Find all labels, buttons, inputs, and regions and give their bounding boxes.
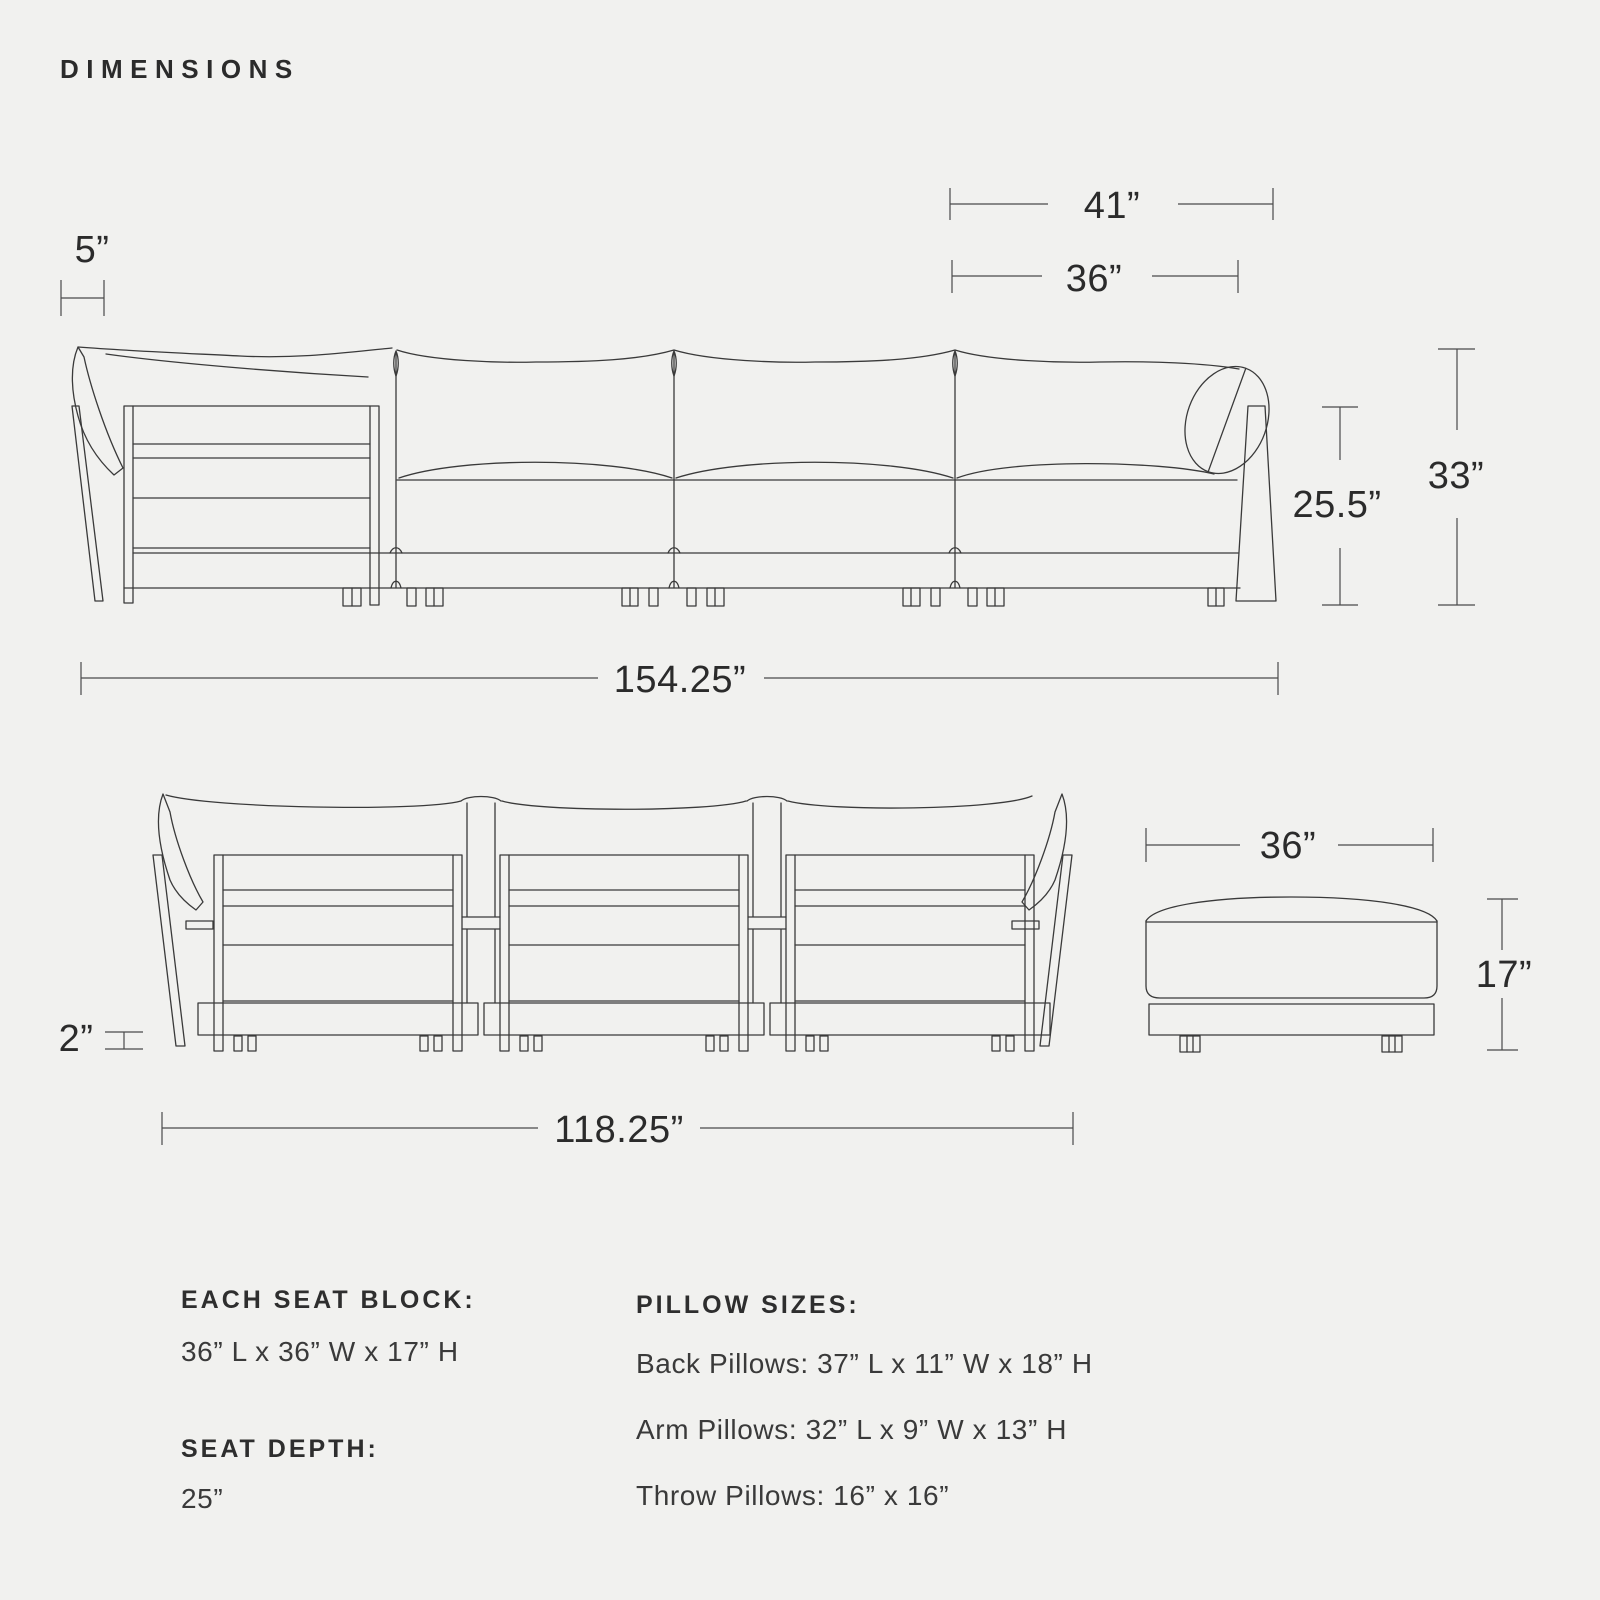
back-right-arm	[1040, 855, 1072, 1046]
dim-leg-height-line	[105, 1032, 143, 1049]
front-corner-cushion-top	[78, 347, 392, 357]
dim-ottoman-width-label: 36”	[1259, 825, 1317, 867]
seat-block-heading: EACH SEAT BLOCK:	[181, 1286, 476, 1314]
front-back-cushion-waves	[397, 350, 1239, 369]
ottoman-body	[1146, 921, 1437, 998]
front-right-arm	[1236, 406, 1276, 601]
sofa-back-view-drawing	[153, 794, 1072, 1051]
ottoman-top-dome	[1146, 897, 1437, 921]
front-corner-post-left	[124, 406, 133, 603]
back-cushion-waves	[166, 795, 1032, 809]
dim-module-with-arm-label: 41”	[1083, 185, 1141, 227]
back-module-gap-connectors	[462, 803, 786, 1003]
seat-depth-heading: SEAT DEPTH:	[181, 1435, 379, 1463]
back-left-arm	[153, 855, 185, 1046]
front-back-cushion-arcs	[399, 462, 1214, 478]
ottoman-drawing	[1146, 897, 1437, 1052]
pillow-size-back: Back Pillows: 37” L x 11” W x 18” H	[636, 1348, 1093, 1379]
front-corner-rails	[133, 406, 370, 548]
back-module-1-frame	[198, 855, 478, 1051]
front-seat-lines	[124, 480, 1240, 588]
front-corner-cushion-inner	[106, 354, 368, 377]
dim-total-width-label: 154.25”	[613, 659, 747, 701]
page-title: DIMENSIONS	[60, 54, 300, 84]
ottoman-plinth	[1149, 1004, 1434, 1035]
back-right-arm-pillow	[1022, 794, 1066, 910]
dim-arm-width-label: 5”	[74, 229, 110, 271]
back-left-armrest	[186, 921, 213, 929]
dim-back-height-label: 33”	[1427, 455, 1485, 497]
dim-arm-width-line	[61, 280, 104, 316]
front-legs	[343, 588, 1224, 606]
dim-ottoman-height-label: 17”	[1475, 954, 1533, 996]
back-left-arm-pillow	[159, 794, 203, 910]
seat-block-value: 36” L x 36” W x 17” H	[181, 1336, 459, 1367]
dim-leg-height-label: 2”	[58, 1018, 94, 1060]
front-left-arm	[72, 406, 103, 601]
pillow-sizes-heading: PILLOW SIZES:	[636, 1291, 860, 1319]
dim-arm-height-label: 25.5”	[1292, 484, 1382, 526]
ottoman-legs	[1180, 1036, 1402, 1052]
front-corner-post-right	[370, 406, 379, 605]
back-module-3-frame	[770, 855, 1050, 1051]
dim-module-width-label: 36”	[1065, 258, 1123, 300]
pillow-size-throw: Throw Pillows: 16” x 16”	[636, 1480, 950, 1511]
front-bolster-pillow	[1171, 355, 1284, 486]
sofa-front-view-drawing	[72, 347, 1283, 606]
pillow-size-arm: Arm Pillows: 32” L x 9” W x 13” H	[636, 1414, 1068, 1445]
back-module-2-frame	[484, 855, 764, 1051]
dim-back-width-label: 118.25”	[554, 1109, 684, 1151]
seat-depth-value: 25”	[181, 1483, 224, 1514]
